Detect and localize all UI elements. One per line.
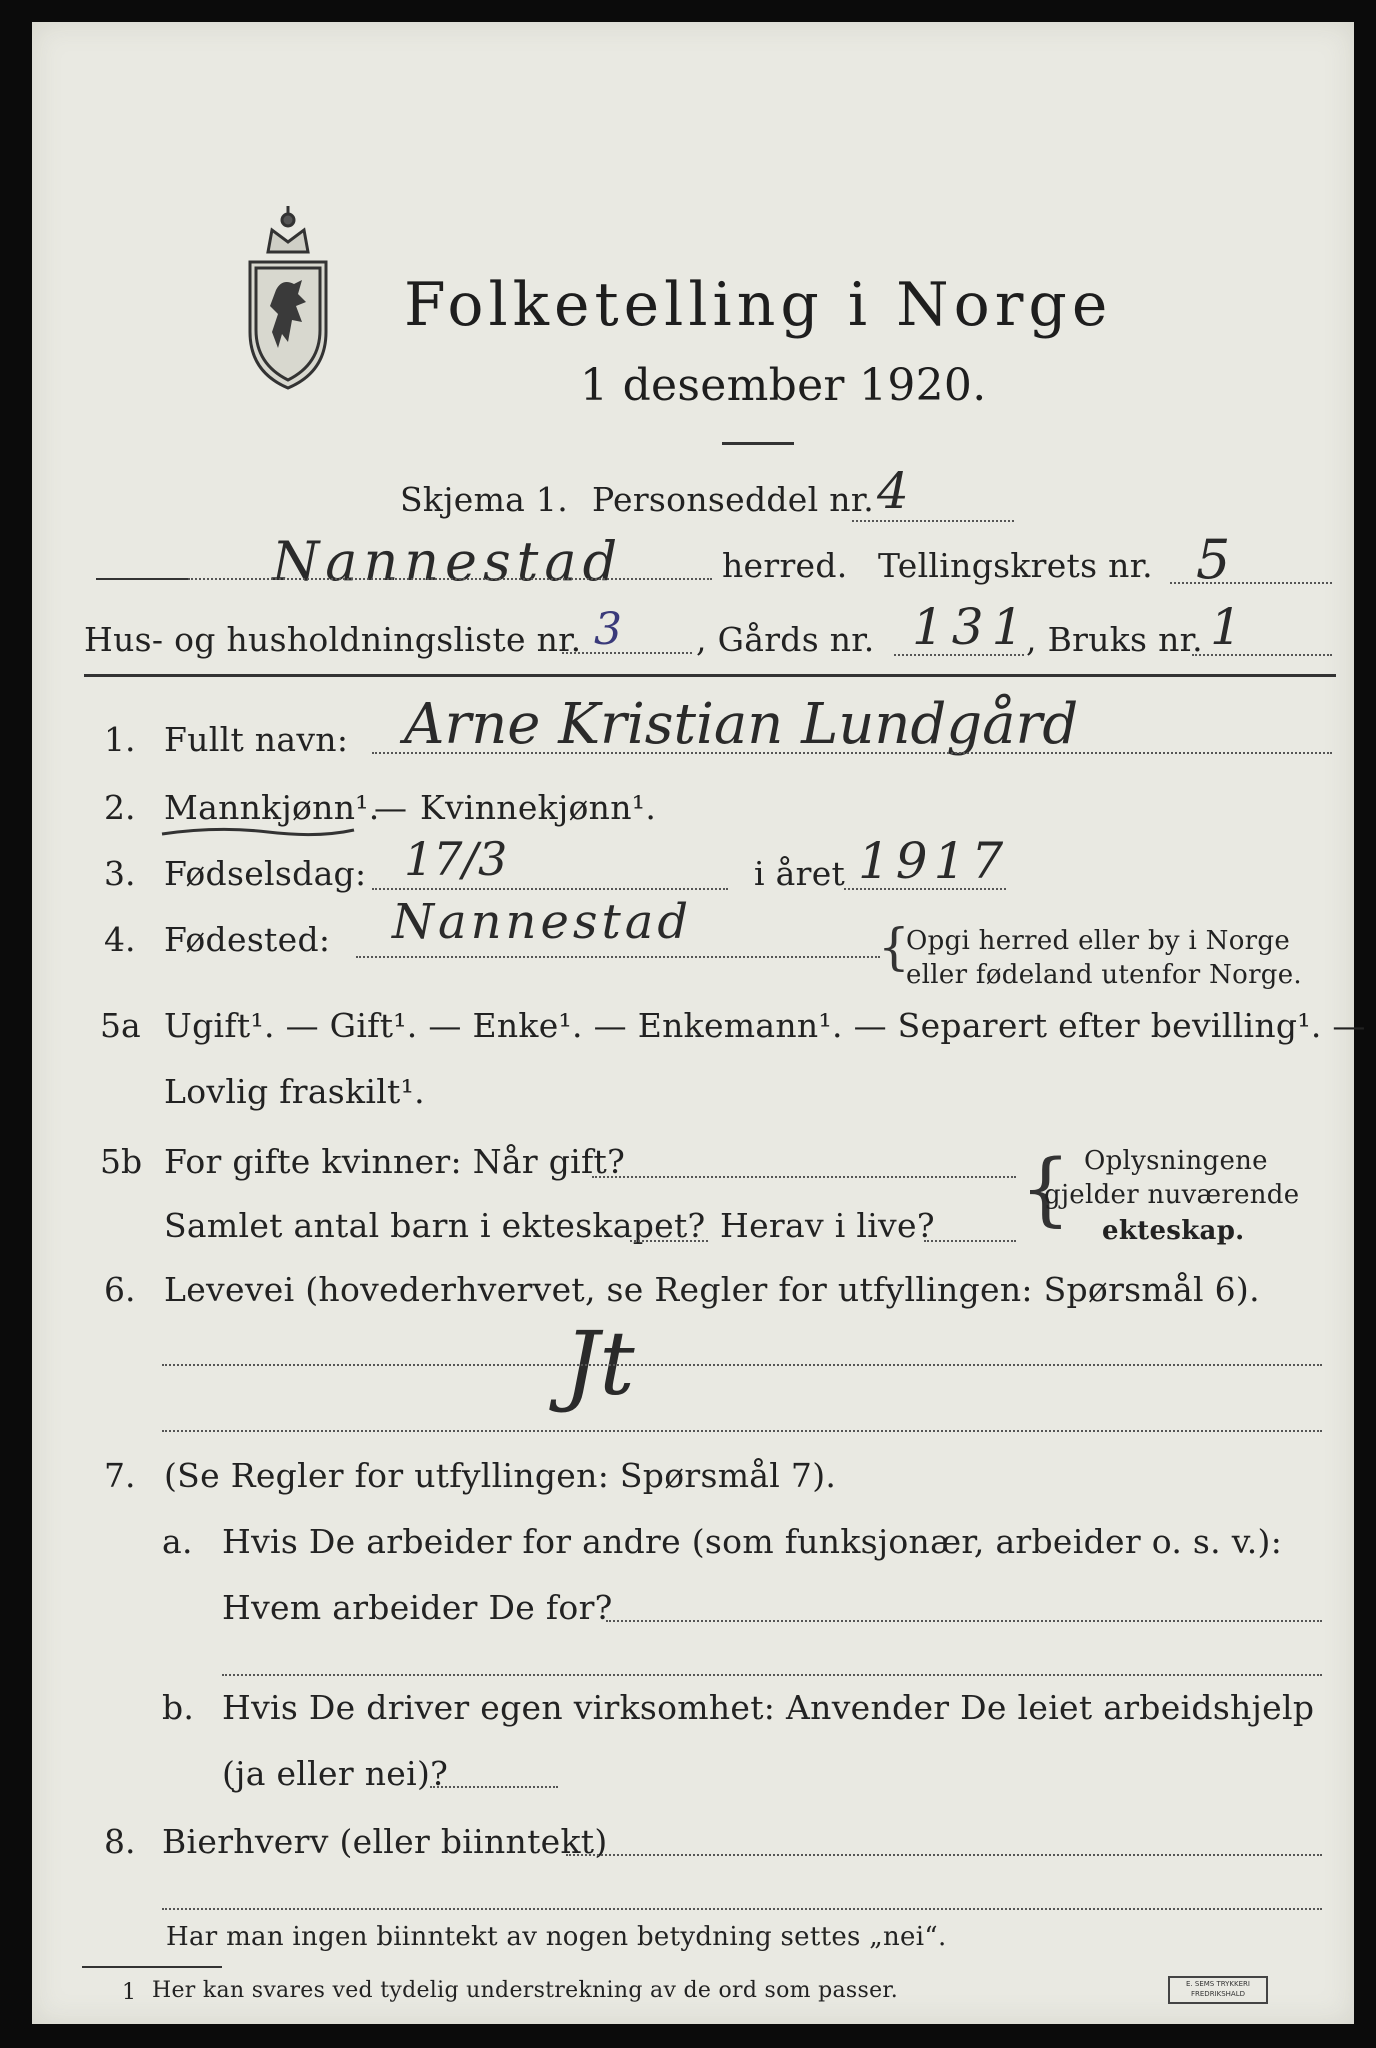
q5b-when-married-label: For gifte kvinner: Når gift?: [164, 1142, 626, 1181]
footnote-text: Her kan svares ved tydelig understrekning av de ord som passer.: [152, 1978, 899, 2003]
q4-line: [356, 956, 880, 958]
title-divider: [722, 442, 794, 445]
q7b-question: Hvis De driver egen virksomhet: Anvender De leiet arbeidshjelp: [222, 1688, 1315, 1727]
q5b-brace: {: [1020, 1142, 1071, 1235]
footnote-mark: 1: [122, 1980, 137, 2005]
q7-number: 7.: [104, 1456, 136, 1495]
q5a-number: 5a: [100, 1006, 141, 1045]
census-form-sheet: [32, 22, 1366, 2024]
q3-year-line: [844, 888, 1006, 890]
q5b-when-married-line: [592, 1176, 1016, 1178]
q1-number: 1.: [104, 720, 136, 759]
q5b-children-line: [630, 1240, 708, 1242]
q4-number: 4.: [104, 920, 136, 959]
hus-label: Hus- og husholdningsliste nr.: [84, 620, 582, 659]
q7a-employer-label: Hvem arbeider De for?: [222, 1588, 613, 1627]
q4-brace: {: [878, 918, 910, 976]
q6-label: Levevei (hovederhvervet, se Regler for utfyllingen: Spørsmål 6).: [164, 1270, 1260, 1309]
q4-note-line2: eller fødeland utenfor Norge.: [906, 960, 1302, 990]
header-divider: [84, 674, 1336, 677]
bruks-label: , Bruks nr.: [1026, 620, 1203, 659]
q3-birthdate-value[interactable]: 17/3: [404, 832, 508, 886]
skjema-label: Skjema 1.: [400, 480, 569, 519]
q3-line: [372, 888, 728, 890]
herred-label: herred.: [722, 546, 848, 585]
tellingskrets-line: [1170, 582, 1332, 584]
q2-dash: —: [374, 788, 408, 827]
q7a-extra-line: [222, 1674, 1322, 1676]
q7-label: (Se Regler for utfyllingen: Spørsmål 7).: [164, 1456, 837, 1495]
personseddel-value[interactable]: 4: [877, 462, 909, 520]
tellingskrets-label: Tellingskrets nr.: [878, 546, 1153, 585]
personseddel-line: [852, 520, 1014, 522]
footnote-rule: [82, 1966, 222, 1968]
gards-label: , Gårds nr.: [696, 620, 875, 659]
q7a-employer-line: [606, 1620, 1322, 1622]
q1-full-name-value[interactable]: Arne Kristian Lundgård: [404, 692, 1079, 757]
gards-value[interactable]: 131: [912, 598, 1032, 656]
q2-number: 2.: [104, 788, 136, 827]
q6-line2: [162, 1430, 1322, 1432]
q8-line1: [566, 1854, 1322, 1856]
q1-line: [372, 752, 1332, 754]
q5a-options-line2[interactable]: Lovlig fraskilt¹.: [164, 1072, 425, 1111]
q2-male-underline: [158, 822, 358, 842]
q7a-question: Hvis De arbeider for andre (som funksjonær, arbeider o. s. v.):: [222, 1522, 1283, 1561]
q3-year-value[interactable]: 1917: [858, 832, 1010, 890]
form-title: Folketelling i Norge: [404, 270, 1113, 340]
herred-leading-rule: [96, 578, 188, 580]
q5b-alive-label: Herav i live?: [720, 1206, 935, 1245]
printer-stamp-line2: FREDRIKSHALD: [1190, 1990, 1245, 1998]
q5b-alive-line: [924, 1240, 1016, 1242]
gards-line: [894, 654, 1024, 656]
q5b-children-label: Samlet antal barn i ekteskapet?: [164, 1206, 706, 1245]
q7b-letter: b.: [162, 1688, 195, 1727]
norwegian-coat-of-arms-icon: [232, 202, 344, 392]
q8-label: Bierhverv (eller biinntekt): [162, 1822, 608, 1861]
q7b-answer-label: (ja eller nei)?: [222, 1754, 449, 1793]
q1-label: Fullt navn:: [164, 720, 349, 759]
printer-stamp-line1: E. SEMS TRYKKERI: [1186, 1980, 1250, 1988]
bruks-line: [1192, 654, 1332, 656]
q5b-note-line2: gjelder nuværende: [1044, 1180, 1300, 1210]
q8-line2: [162, 1908, 1322, 1910]
q3-label: Fødselsdag:: [164, 854, 367, 893]
census-date: 1 desember 1920.: [580, 360, 987, 411]
q8-note: Har man ingen biinntekt av nogen betydning settes „nei“.: [166, 1922, 947, 1952]
q5b-note-line3: ekteskap.: [1102, 1216, 1245, 1246]
q2-male-option[interactable]: Mannkjønn¹.: [164, 788, 380, 827]
q4-birthplace-value[interactable]: Nannestad: [392, 894, 693, 950]
herred-line: [188, 578, 712, 580]
q2-female-option[interactable]: Kvinnekjønn¹.: [420, 788, 657, 827]
tellingskrets-value[interactable]: 5: [1196, 528, 1231, 591]
q5b-note-line1: Oplysningene: [1084, 1146, 1268, 1176]
q3-year-label: i året: [754, 854, 846, 893]
herred-value[interactable]: Nannestad: [272, 530, 624, 593]
hus-line: [562, 652, 692, 654]
printer-stamp: [1168, 1976, 1268, 2004]
q8-number: 8.: [104, 1822, 136, 1861]
bruks-value[interactable]: 1: [1210, 598, 1242, 656]
personseddel-label: Personseddel nr.: [592, 480, 875, 519]
q6-line1: [162, 1364, 1322, 1366]
q5b-number: 5b: [100, 1142, 143, 1181]
q4-label: Fødested:: [164, 920, 331, 959]
q7b-answer-line: [430, 1786, 558, 1788]
q7a-letter: a.: [162, 1522, 193, 1561]
q4-note-line1: Opgi herred eller by i Norge: [906, 926, 1291, 956]
q3-number: 3.: [104, 854, 136, 893]
q6-occupation-value[interactable]: Jt: [564, 1312, 635, 1415]
q6-number: 6.: [104, 1270, 136, 1309]
q5a-options-line1[interactable]: Ugift¹. — Gift¹. — Enke¹. — Enkemann¹. — Separert efter bevilling¹. —: [164, 1006, 1366, 1045]
hus-value[interactable]: 3: [594, 604, 622, 655]
